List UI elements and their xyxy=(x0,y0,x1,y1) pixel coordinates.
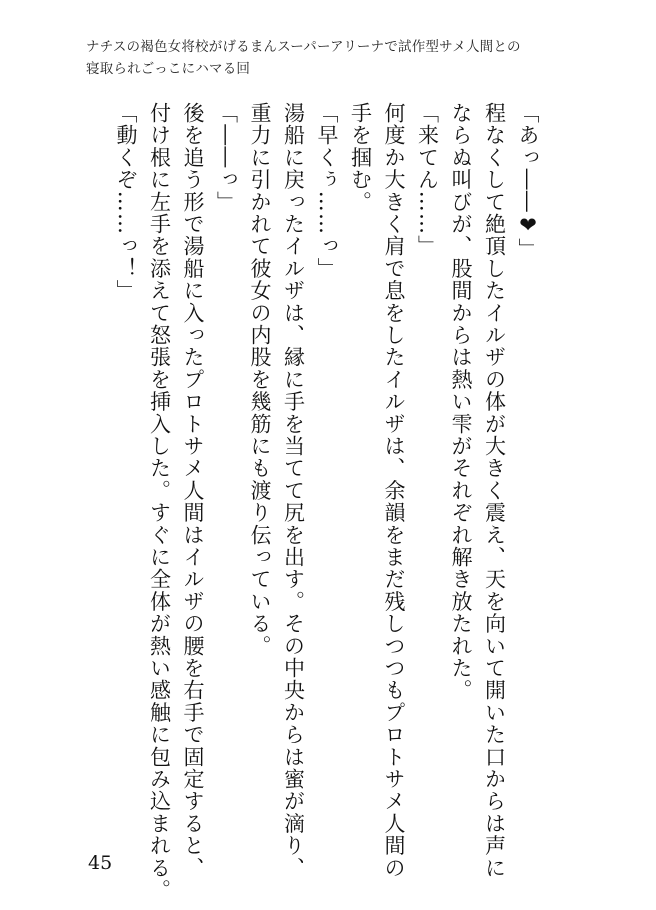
text-line: 重力に引かれて彼女の内股を幾筋にも渡り伝っている。 xyxy=(248,102,272,657)
text-line: 湯船に戻ったイルザは、縁に手を当てて尻を出す。その中央からは蜜が滴り、 xyxy=(281,102,306,879)
text-line: 程なくして絶頂したイルザの体が大きく震え、天を向いて開いた口からは声に xyxy=(482,102,507,879)
text-line: 付け根に左手を添えて怒張を挿入した。すぐに全体が熱い感触に包み込まれる。 xyxy=(147,102,172,902)
text-line: ならぬ叫びが、股間からは熱い雫がそれぞれ解き放たれた。 xyxy=(449,102,473,702)
header-title-line-2: 寝取られごっこにハマる回 xyxy=(86,61,251,77)
header-title-line-1: ナチスの褐色女将校がげるまんスーパーアリーナで試作型サメ人間との xyxy=(86,39,521,55)
text-line: 後を追う形で湯船に入ったプロトサメ人間はイルザの腰を右手で固定すると、 xyxy=(181,102,205,879)
text-line: 「来てん……」 xyxy=(415,102,440,258)
text-line: 「あっ――❤」 xyxy=(516,102,540,261)
text-line: 何度か大きく肩で息をしたイルザは、余韻をまだ残しつつもプロトサメ人間の xyxy=(382,102,406,879)
text-line: 「早くぅ……っ」 xyxy=(315,102,339,280)
page-number: 45 xyxy=(88,852,113,874)
text-line: 「――っ」 xyxy=(214,102,239,213)
running-header xyxy=(86,36,586,80)
text-line: 手を掴む。 xyxy=(348,102,373,213)
vertical-body-text xyxy=(109,102,545,902)
text-line: 「動くぞ……っ！」 xyxy=(114,102,138,302)
